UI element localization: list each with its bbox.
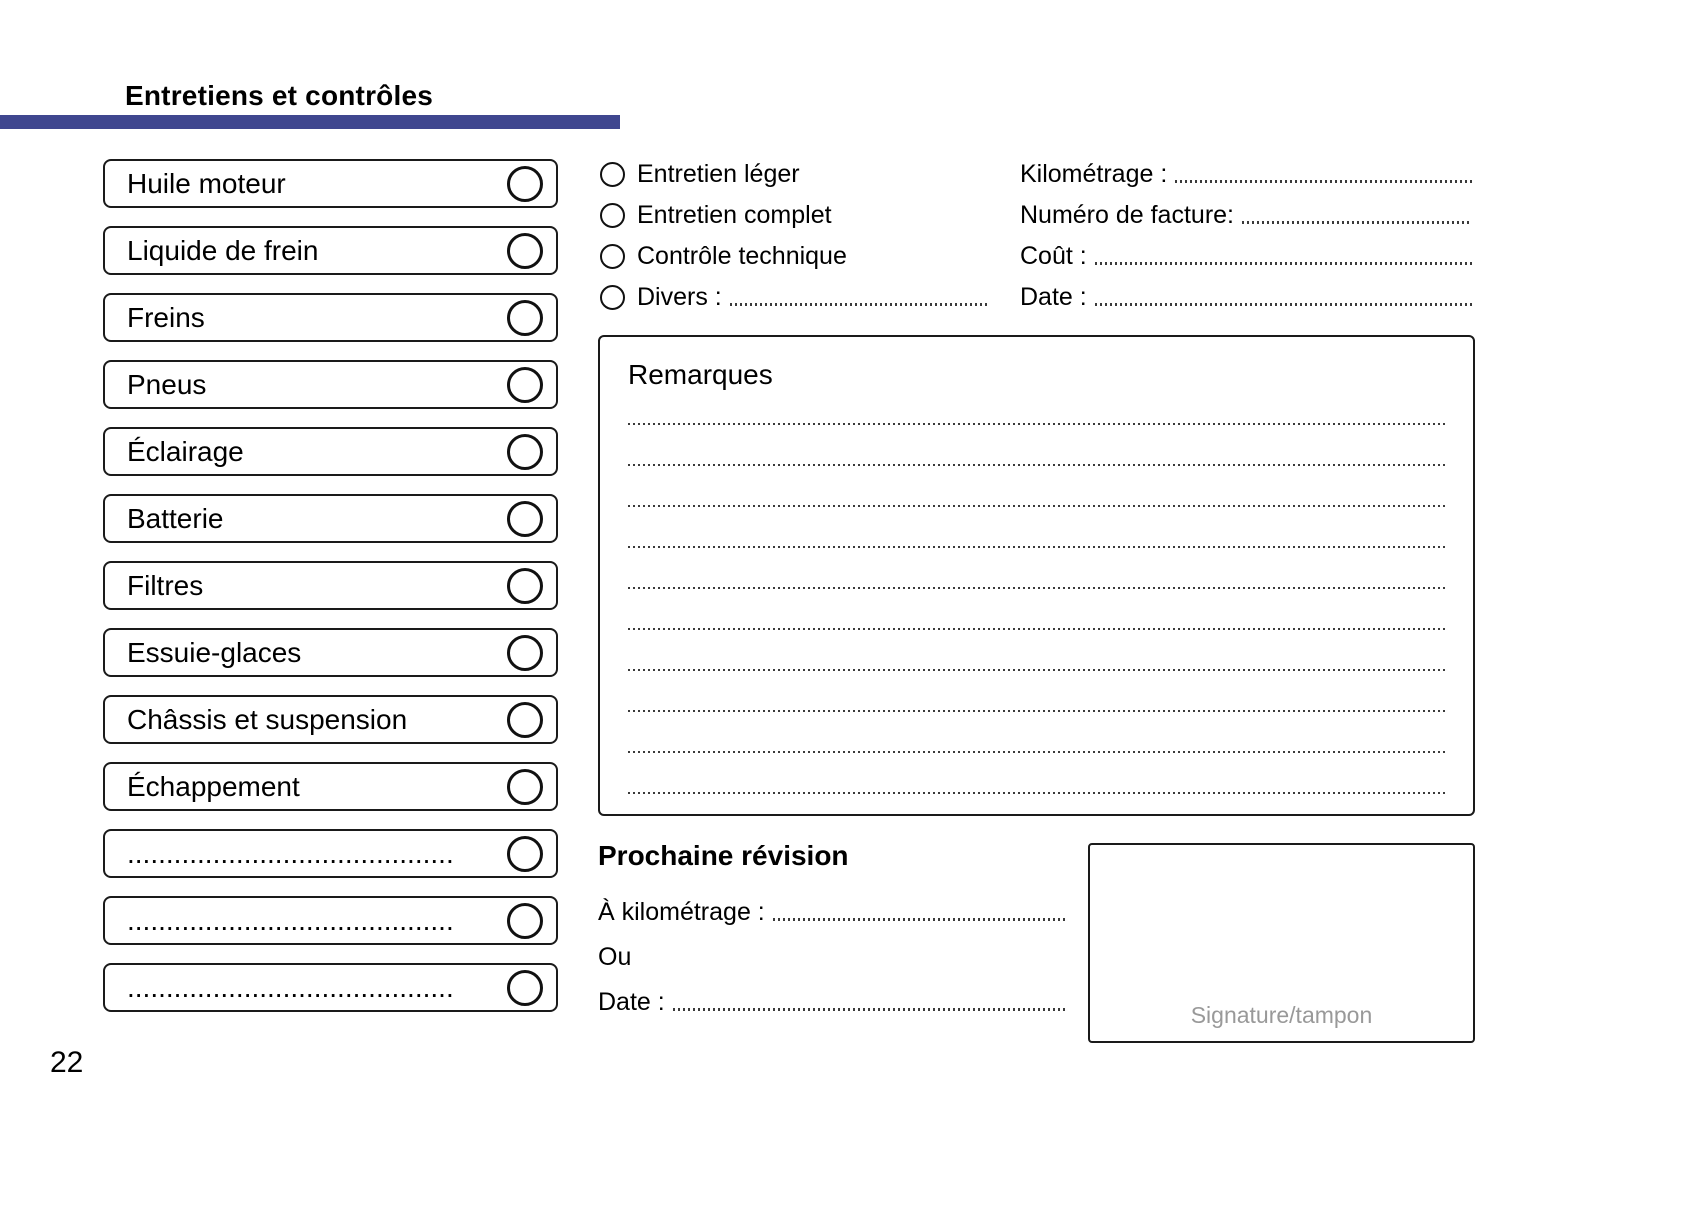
checklist-item — [103, 829, 558, 878]
radio-circle-icon[interactable] — [600, 285, 625, 310]
page-number: 22 — [50, 1046, 84, 1079]
service-type-options — [600, 158, 990, 313]
checkbox-circle-icon[interactable] — [507, 702, 543, 738]
checklist-item-label: Liquide de frein — [127, 234, 319, 266]
checkbox-circle-icon[interactable] — [507, 769, 543, 805]
next-date-fill-line — [673, 1008, 1066, 1011]
checklist-item-label: Essuie-glaces — [127, 636, 302, 668]
remark-dotted-line — [628, 669, 1445, 671]
next-revision-or — [598, 941, 1066, 973]
remark-dotted-line — [628, 792, 1445, 794]
checklist-item — [103, 762, 558, 811]
checkbox-circle-icon[interactable] — [507, 300, 543, 336]
checklist-item-label: Huile moteur — [127, 167, 286, 199]
radio-circle-icon[interactable] — [600, 244, 625, 269]
checklist-item — [103, 561, 558, 610]
remarks-title: Remarques — [628, 359, 773, 390]
radio-circle-icon[interactable] — [600, 162, 625, 187]
checklist-item-label: .......................................... — [127, 971, 454, 1003]
checklist-item-label: .......................................... — [127, 904, 454, 936]
remarks-box — [598, 335, 1475, 816]
next-kilometrage-fill-line — [773, 918, 1066, 921]
field-label: Kilométrage : — [1020, 160, 1168, 188]
checkbox-circle-icon[interactable] — [507, 903, 543, 939]
checklist-item — [103, 628, 558, 677]
checkbox-circle-icon[interactable] — [507, 233, 543, 269]
remark-dotted-line — [628, 505, 1445, 507]
field-cout — [1020, 240, 1472, 272]
checklist-item — [103, 963, 558, 1012]
signature-label: Signature/tampon — [1190, 1002, 1373, 1028]
next-revision-date-label: Date : — [598, 988, 665, 1016]
checklist-item — [103, 360, 558, 409]
checkbox-circle-icon[interactable] — [507, 166, 543, 202]
remark-dotted-line — [628, 628, 1445, 630]
checklist-item-label: Filtres — [127, 569, 204, 601]
remark-dotted-line — [628, 751, 1445, 753]
next-revision-or-label: Ou — [598, 943, 632, 971]
field-kilometrage — [1020, 158, 1472, 190]
checklist-item-label: Batterie — [127, 502, 224, 534]
next-revision-date — [598, 986, 1066, 1018]
next-revision-kilometrage-label: À kilométrage : — [598, 898, 765, 926]
remark-dotted-line — [628, 587, 1445, 589]
checklist-item-label: Freins — [127, 301, 205, 333]
checklist-item — [103, 695, 558, 744]
maintenance-checklist — [103, 159, 558, 1012]
remark-dotted-line — [628, 464, 1445, 466]
divers-fill-line — [730, 303, 990, 306]
invoice-fields — [1020, 158, 1472, 313]
date-fill-line — [1095, 303, 1472, 306]
checklist-item-label: Échappement — [127, 770, 300, 802]
checkbox-circle-icon[interactable] — [507, 635, 543, 671]
checkbox-circle-icon[interactable] — [507, 970, 543, 1006]
title-underline-bar — [0, 115, 620, 129]
service-option-controle-technique — [600, 240, 990, 272]
field-label: Coût : — [1020, 242, 1087, 270]
checklist-item — [103, 226, 558, 275]
checklist-item-label: Pneus — [127, 368, 207, 400]
checklist-item-label: .......................................... — [127, 837, 454, 869]
checklist-item — [103, 896, 558, 945]
checklist-item-label: Châssis et suspension — [127, 703, 408, 735]
service-option-label: Entretien léger — [637, 159, 800, 188]
checkbox-circle-icon[interactable] — [507, 367, 543, 403]
checkbox-circle-icon[interactable] — [507, 501, 543, 537]
next-revision-title: Prochaine révision — [598, 840, 849, 871]
service-option-entretien-complet — [600, 199, 990, 231]
remarks-lines — [628, 423, 1445, 794]
checklist-item — [103, 494, 558, 543]
field-label: Numéro de facture: — [1020, 201, 1234, 229]
remark-dotted-line — [628, 423, 1445, 425]
field-date — [1020, 281, 1472, 313]
field-numero-facture — [1020, 199, 1472, 231]
remark-dotted-line — [628, 710, 1445, 712]
checklist-item — [103, 159, 558, 208]
kilometrage-fill-line — [1175, 180, 1472, 183]
radio-circle-icon[interactable] — [600, 203, 625, 228]
checkbox-circle-icon[interactable] — [507, 568, 543, 604]
service-option-label: Contrôle technique — [637, 241, 847, 270]
checklist-item — [103, 293, 558, 342]
signature-box — [1088, 843, 1475, 1043]
checklist-item-label: Éclairage — [127, 435, 244, 467]
service-option-divers — [600, 281, 990, 313]
checklist-item — [103, 427, 558, 476]
page-title: Entretiens et contrôles — [125, 80, 434, 111]
service-option-entretien-leger — [600, 158, 990, 190]
facture-fill-line — [1242, 221, 1472, 224]
service-option-label: Entretien complet — [637, 200, 832, 229]
field-label: Date : — [1020, 283, 1087, 311]
remark-dotted-line — [628, 546, 1445, 548]
cout-fill-line — [1095, 262, 1472, 265]
next-revision-section — [598, 840, 1066, 1031]
checkbox-circle-icon[interactable] — [507, 434, 543, 470]
checkbox-circle-icon[interactable] — [507, 836, 543, 872]
next-revision-kilometrage — [598, 896, 1066, 928]
service-option-label: Divers : — [637, 282, 722, 311]
